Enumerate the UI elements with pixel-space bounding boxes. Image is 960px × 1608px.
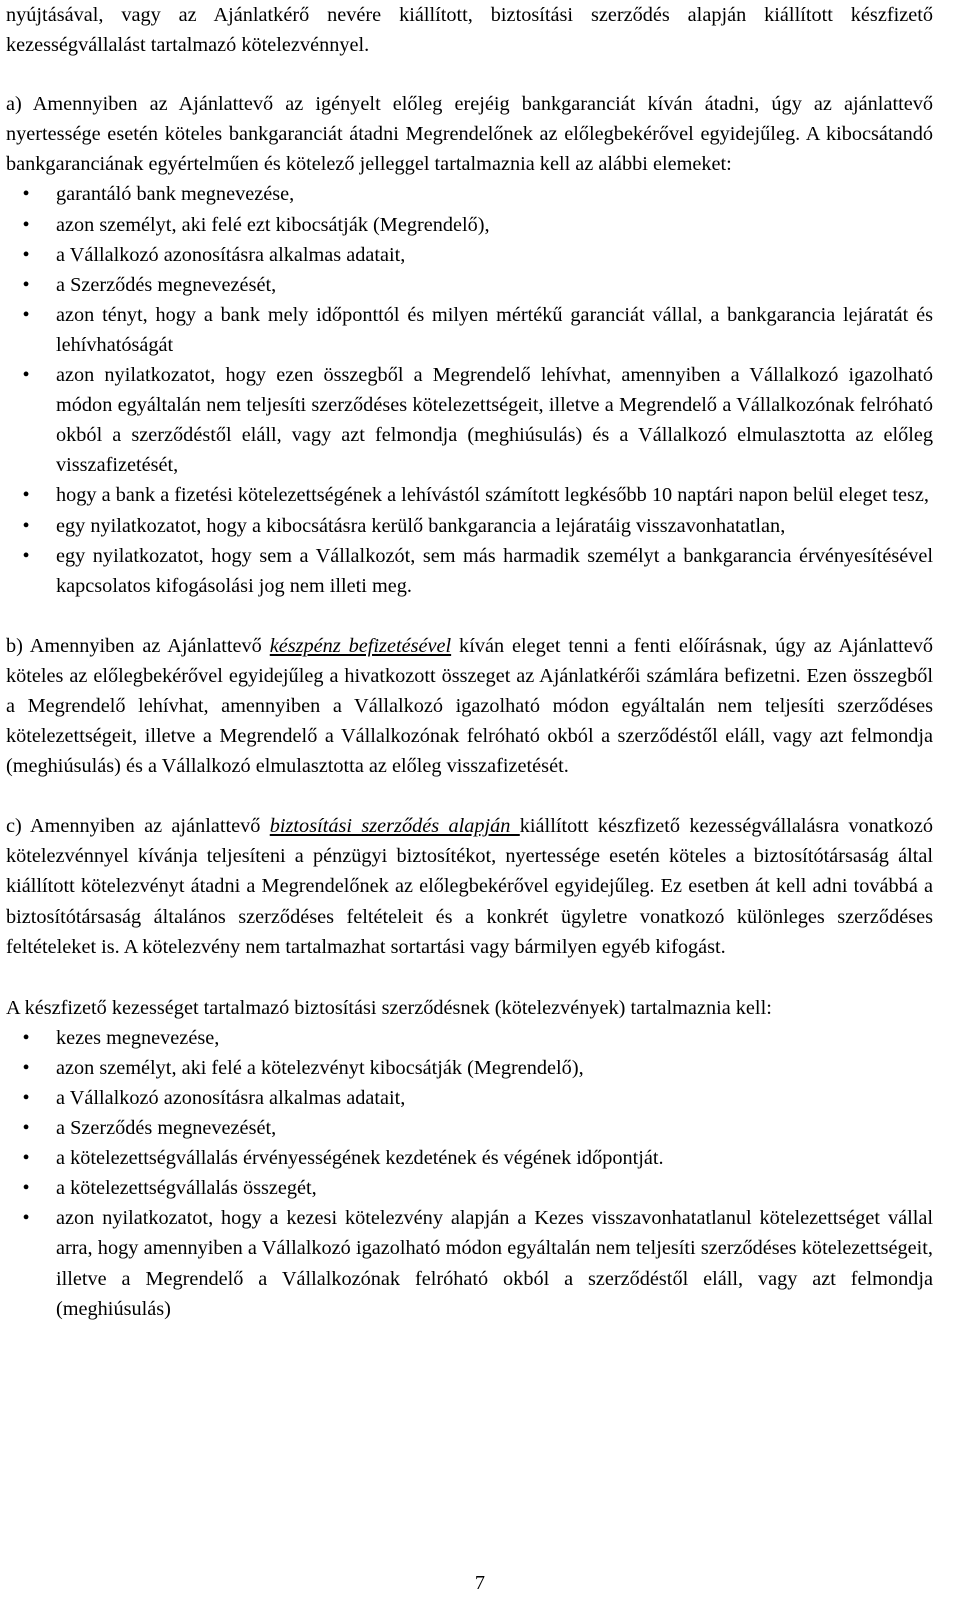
list-item: • azon személyt, aki felé ezt kibocsátják (Megrendelő), bbox=[6, 210, 933, 240]
section-b-paragraph: b) Amennyiben az Ajánlattevő készpénz befizetésével kíván eleget tenni a fenti előírásnak, úgy az Ajánlattevő köteles az előlegbekérővel egyidejűleg a hivatkozott összeget az Ajánlatkérői számlára befizetni. Ezen összegből a Megrendelő lehívhat, amennyiben a Vállalkozó igazolható módon egyáltalán nem teljesíti szerződéses kötelezettségeit, illetve a Megrendelő a Vállalkozónak felróható okból a szerződéstől eláll, vagy azt felmondja (meghiúsulás) és a Vállalkozó elmulasztotta az előleg visszafizetését. bbox=[6, 634, 933, 778]
bullet-icon: • bbox=[22, 484, 30, 507]
insurance-contract-emphasis: biztosítási szerződés alapján bbox=[269, 815, 520, 838]
bullet-icon: • bbox=[22, 1117, 30, 1140]
list-item: • a Szerződés megnevezését, bbox=[6, 270, 933, 300]
section-d-list bbox=[6, 1023, 933, 1324]
list-item: • a kötelezettségvállalás összegét, bbox=[6, 1173, 933, 1203]
cash-payment-emphasis: készpénz befizetésével bbox=[269, 634, 452, 657]
bullet-icon: • bbox=[22, 1026, 30, 1049]
bullet-icon: • bbox=[22, 1147, 30, 1170]
list-item: • kezes megnevezése, bbox=[6, 1023, 933, 1053]
bullet-icon: • bbox=[22, 1087, 30, 1109]
list-item: • hogy a bank a fizetési kötelezettségének a lehívástól számított legkésőbb 10 naptári napon belül eleget tesz, bbox=[6, 480, 933, 510]
bullet-icon: • bbox=[22, 364, 30, 387]
document-page bbox=[6, 0, 933, 1324]
section-a-list bbox=[6, 179, 933, 600]
intro-paragraph: nyújtásával, vagy az Ajánlatkérő nevére kiállított, biztosítási szerződés alapján kiállított készfizető kezességvállalást tartalmazó kötelezvénnyel. bbox=[6, 4, 933, 57]
bullet-icon: • bbox=[22, 514, 30, 537]
list-item: • azon tényt, hogy a bank mely időponttól és milyen mértékű garanciát vállal, a bankgarancia lejáratát és lehívhatóságát bbox=[6, 300, 933, 360]
section-c-paragraph: c) Amennyiben az ajánlattevő biztosítási szerződés alapján kiállított készfizető kezességvállalásra vonatkozó kötelezvénnyel kívánja teljesíteni a pénzügyi biztosítékot, nyertessége esetén köteles a biztosítótársaság által kiállított kötelezvényt átadni a Megrendelőnek az előlegbekérővel egyidejűleg. Ez esetben át kell adni továbbá a biztosítótársaság általános szerződéses feltételeit és a konkrét ügyletre vonatkozó különleges szerződéses feltételeket is. A kötelezvény nem tartalmazhat sortartási vagy bármilyen egyéb kifogást. bbox=[6, 815, 933, 958]
list-item: • azon nyilatkozatot, hogy ezen összegből a Megrendelő lehívhat, amennyiben a Vállalkozó igazolható módon egyáltalán nem teljesíti szerződéses kötelezettségeit, illetve a Megrendelő a Vállalkozónak felróható okból a szerződéstől eláll, vagy azt felmondja (meghiúsulás) és a Vállalkozó elmulasztotta az előleg visszafizetését, bbox=[6, 360, 933, 480]
list-item: • a Vállalkozó azonosításra alkalmas adatait, bbox=[6, 240, 933, 270]
bullet-icon: • bbox=[22, 183, 30, 206]
section-a-paragraph: a) Amennyiben az Ajánlattevő az igényelt előleg erejéig bankgaranciát kíván átadni, úgy az ajánlattevő nyertessége esetén köteles bankgaranciát átadni Megrendelőnek az előlegbekérővel egyidejűleg. A kibocsátandó bankgaranciának egyértelműen és kötelező jelleggel tartalmaznia kell az alábbi elemeket: bbox=[6, 93, 933, 176]
page-number: 7 bbox=[474, 1572, 486, 1594]
bullet-icon: • bbox=[22, 303, 30, 326]
list-item: • a Szerződés megnevezését, bbox=[6, 1113, 933, 1143]
list-item: • egy nyilatkozatot, hogy sem a Vállalkozót, sem más harmadik személyt a bankgarancia érvényesítésével kapcsolatos kifogásolási jog nem illeti meg. bbox=[6, 541, 933, 601]
bullet-icon: • bbox=[22, 213, 30, 236]
bullet-icon: • bbox=[22, 243, 30, 266]
bullet-icon: • bbox=[22, 1056, 30, 1079]
bullet-icon: • bbox=[22, 273, 30, 296]
section-d-paragraph: A készfizető kezességet tartalmazó biztosítási szerződésnek (kötelezvények) tartalmaznia kell: bbox=[6, 996, 772, 1019]
bullet-icon: • bbox=[22, 1177, 30, 1200]
list-item: • egy nyilatkozatot, hogy a kibocsátásra kerülő bankgarancia a lejáratáig visszavonhatatlan, bbox=[6, 511, 933, 541]
list-item: • azon személyt, aki felé a kötelezvényt kibocsátják (Megrendelő), bbox=[6, 1053, 933, 1083]
list-item: • a Vállalkozó azonosításra alkalmas adatait, bbox=[6, 1083, 933, 1113]
bullet-icon: • bbox=[22, 544, 30, 567]
list-item: • azon nyilatkozatot, hogy a kezesi kötelezvény alapján a Kezes visszavonhatatlanul kötelezettséget vállal arra, hogy amennyiben a Vállalkozó igazolható módon egyáltalán nem teljesíti szerződéses kötelezettségeit, illetve a Megrendelő a Vállalkozónak felróható okból a szerződéstől eláll, vagy azt felmondja (meghiúsulás) bbox=[6, 1203, 933, 1323]
list-item: • garantáló bank megnevezése, bbox=[6, 179, 933, 209]
list-item: • a kötelezettségvállalás érvényességének kezdetének és végének időpontját. bbox=[6, 1143, 933, 1173]
bullet-icon: • bbox=[22, 1207, 30, 1230]
